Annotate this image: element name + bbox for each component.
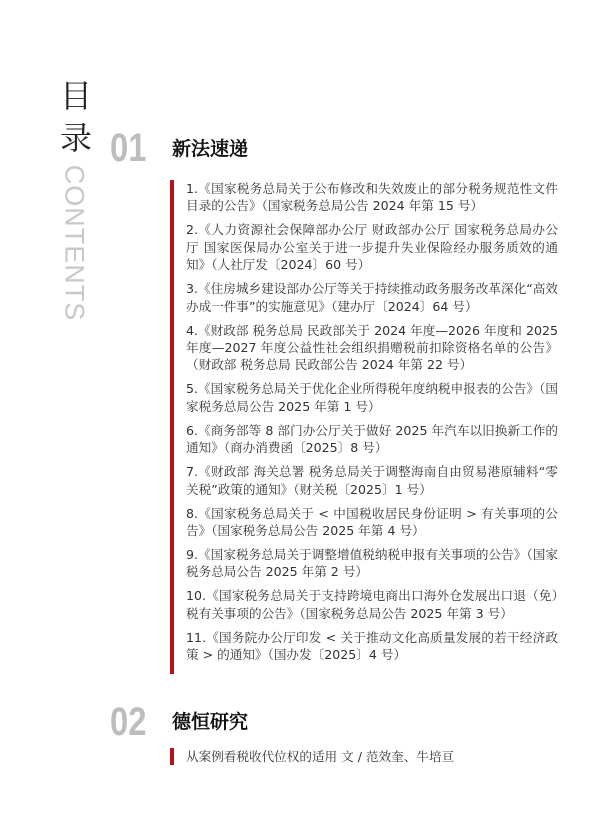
- list-item[interactable]: 3.《住房城乡建设部办公厅等关于持续推动政务服务改革深化“高效办成一件事”的实施意见》（建办厅〔2024〕64 号）: [186, 281, 558, 314]
- section-number-02: 02: [110, 700, 147, 744]
- toc-title-char-1: 目: [60, 77, 93, 115]
- section-title-1: 新法速递: [172, 138, 249, 160]
- list-item[interactable]: 从案例看税收代位权的适用 文 / 范效奎、牛培亘: [186, 749, 455, 764]
- list-item[interactable]: 10.《国家税务总局关于支持跨境电商出口海外仓发展出口退（免）税有关事项的公告》（国家税务总局公告 2025 年第 3 号）: [186, 588, 558, 621]
- section-2-accent-bar: [170, 748, 174, 765]
- section-1-accent-bar: [170, 180, 174, 674]
- toc-english-text: CONTENTS: [59, 164, 90, 321]
- list-item[interactable]: 4.《财政部 税务总局 民政部关于 2024 年度—2026 年度和 2025 年度—2027 年度公益性社会组织捐赠税前扣除资格名单的公告》（财政部 税务总局 民政部公告 2024 年第 22 号）: [186, 322, 558, 373]
- list-item[interactable]: 1.《国家税务总局关于公布修改和失效废止的部分税务规范性文件目录的公告》（国家税务总局公告 2024 年第 15 号）: [186, 181, 558, 214]
- toc-title-char-2: 录: [60, 119, 93, 157]
- list-item[interactable]: 11.《国务院办公厅印发 < 关于推动文化高质量发展的若干经济政策 > 的通知》（国办发〔2025〕4 号）: [186, 629, 558, 663]
- section-number-01: 01: [110, 126, 147, 170]
- list-item[interactable]: 6.《商务部等 8 部门办公厅关于做好 2025 年汽车以旧换新工作的通知》（商办消费函〔2025〕8 号）: [186, 422, 558, 456]
- list-item[interactable]: 5.《国家税务总局关于优化企业所得税年度纳税申报表的公告》（国家税务总局公告 2025 年第 1 号）: [186, 381, 558, 414]
- list-item[interactable]: 9.《国家税务总局关于调整增值税纳税申报有关事项的公告》（国家税务总局公告 2025 年第 2 号）: [186, 547, 558, 580]
- toc-english-label: [60, 165, 88, 320]
- list-item[interactable]: 8.《国家税务总局关于 < 中国税收居民身份证明 > 有关事项的公告》（国家税务总局公告 2025 年第 4 号）: [186, 505, 558, 539]
- section-title-2: 德恒研究: [172, 711, 249, 733]
- list-item[interactable]: 2.《人力资源社会保障部办公厅 财政部办公厅 国家税务总局办公厅 国家医保局办公室关于进一步提升失业保险经办服务质效的通知》（人社厅发〔2024〕60 号）: [186, 222, 558, 273]
- list-item[interactable]: 7.《财政部 海关总署 税务总局关于调整海南自由贸易港原辅料“零关税”政策的通知》（财关税〔2025〕1 号）: [186, 464, 558, 497]
- section-1-list: [186, 180, 558, 670]
